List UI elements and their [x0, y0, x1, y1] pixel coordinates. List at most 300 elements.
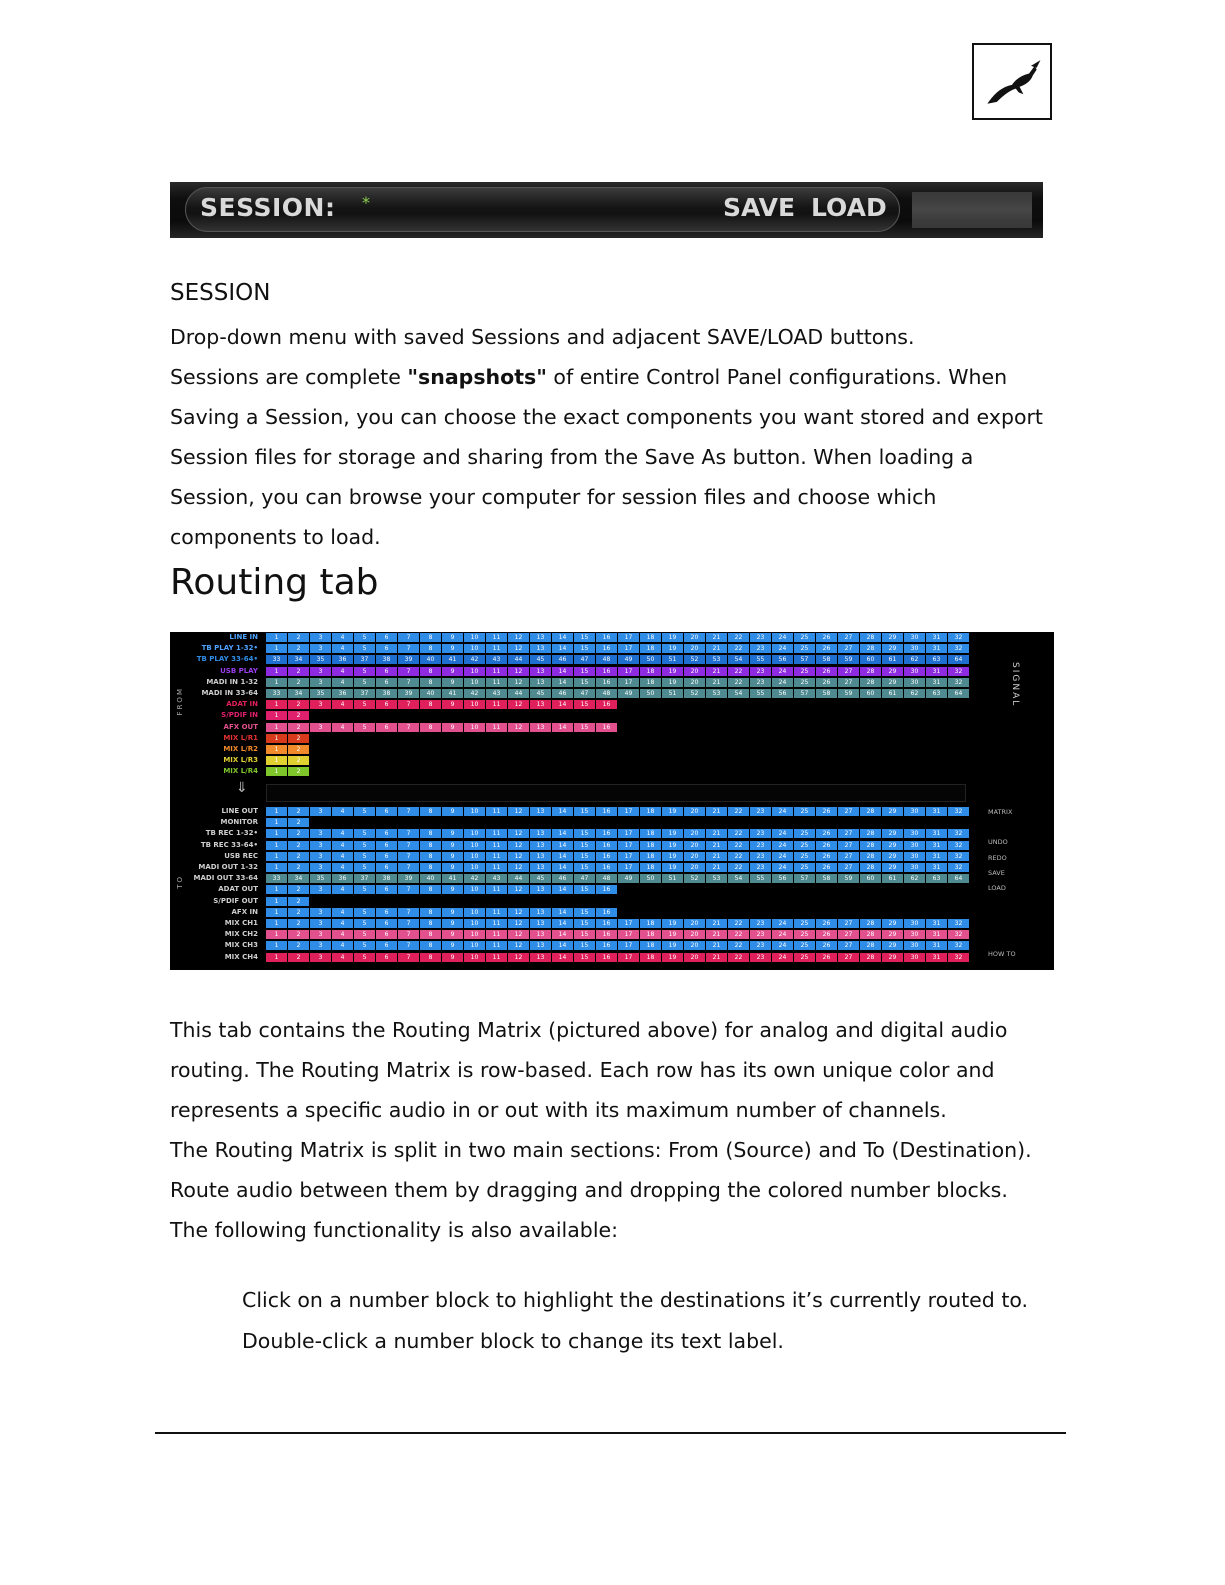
channel-block[interactable]: 6: [376, 700, 397, 709]
channel-block[interactable]: 2: [288, 723, 309, 732]
channel-block[interactable]: 10: [464, 667, 485, 676]
channel-block[interactable]: 52: [684, 874, 705, 883]
channel-block[interactable]: 8: [420, 723, 441, 732]
channel-block[interactable]: 14: [552, 667, 573, 676]
channel-block[interactable]: 41: [442, 874, 463, 883]
channel-block[interactable]: 10: [464, 723, 485, 732]
channel-block[interactable]: 20: [684, 863, 705, 872]
channel-block[interactable]: 27: [838, 633, 859, 642]
channel-block[interactable]: 17: [618, 807, 639, 816]
channel-block[interactable]: 12: [508, 644, 529, 653]
channel-block[interactable]: 12: [508, 841, 529, 850]
channel-block[interactable]: 20: [684, 667, 705, 676]
channel-block[interactable]: 2: [288, 807, 309, 816]
channel-block[interactable]: 46: [552, 874, 573, 883]
channel-block[interactable]: 23: [750, 863, 771, 872]
channel-block[interactable]: 2: [288, 711, 309, 720]
channel-block[interactable]: 40: [420, 874, 441, 883]
channel-block[interactable]: 10: [464, 852, 485, 861]
channel-block[interactable]: 14: [552, 919, 573, 928]
channel-block[interactable]: 6: [376, 841, 397, 850]
channel-block[interactable]: 19: [662, 941, 683, 950]
channel-block[interactable]: 28: [860, 863, 881, 872]
channel-block[interactable]: 36: [332, 874, 353, 883]
channel-block[interactable]: 30: [904, 930, 925, 939]
channel-block[interactable]: 26: [816, 930, 837, 939]
channel-block[interactable]: 13: [530, 829, 551, 838]
channel-block[interactable]: 3: [310, 841, 331, 850]
channel-block[interactable]: 18: [640, 841, 661, 850]
channel-block[interactable]: 25: [794, 953, 815, 962]
channel-block[interactable]: 32: [948, 941, 969, 950]
channel-block[interactable]: 33: [266, 689, 287, 698]
channel-block[interactable]: 59: [838, 689, 859, 698]
channel-block[interactable]: 1: [266, 633, 287, 642]
channel-block[interactable]: 5: [354, 908, 375, 917]
how-to-button[interactable]: HOW TO: [988, 950, 1016, 958]
channel-block[interactable]: 43: [486, 689, 507, 698]
channel-block[interactable]: 15: [574, 941, 595, 950]
channel-block[interactable]: 16: [596, 852, 617, 861]
channel-block[interactable]: 13: [530, 841, 551, 850]
channel-block[interactable]: 4: [332, 633, 353, 642]
channel-block[interactable]: 29: [882, 667, 903, 676]
channel-block[interactable]: 19: [662, 829, 683, 838]
channel-block[interactable]: 2: [288, 885, 309, 894]
channel-block[interactable]: 22: [728, 644, 749, 653]
channel-block[interactable]: 26: [816, 941, 837, 950]
channel-block[interactable]: 3: [310, 678, 331, 687]
channel-block[interactable]: 13: [530, 930, 551, 939]
channel-block[interactable]: 6: [376, 644, 397, 653]
channel-block[interactable]: 7: [398, 723, 419, 732]
channel-block[interactable]: 28: [860, 644, 881, 653]
channel-block[interactable]: 21: [706, 633, 727, 642]
channel-block[interactable]: 55: [750, 655, 771, 664]
channel-block[interactable]: 31: [926, 829, 947, 838]
channel-block[interactable]: 3: [310, 700, 331, 709]
channel-block[interactable]: 28: [860, 953, 881, 962]
channel-block[interactable]: 16: [596, 863, 617, 872]
channel-block[interactable]: 61: [882, 874, 903, 883]
channel-block[interactable]: 34: [288, 874, 309, 883]
channel-block[interactable]: 1: [266, 919, 287, 928]
channel-block[interactable]: 12: [508, 678, 529, 687]
channel-block[interactable]: 17: [618, 829, 639, 838]
channel-block[interactable]: 6: [376, 953, 397, 962]
channel-block[interactable]: 3: [310, 930, 331, 939]
channel-block[interactable]: 10: [464, 863, 485, 872]
channel-block[interactable]: 19: [662, 953, 683, 962]
channel-block[interactable]: 32: [948, 644, 969, 653]
channel-block[interactable]: 10: [464, 941, 485, 950]
channel-block[interactable]: 34: [288, 689, 309, 698]
channel-block[interactable]: 62: [904, 874, 925, 883]
channel-block[interactable]: 2: [288, 908, 309, 917]
channel-block[interactable]: 23: [750, 678, 771, 687]
channel-block[interactable]: 28: [860, 919, 881, 928]
channel-block[interactable]: 27: [838, 852, 859, 861]
channel-block[interactable]: 21: [706, 829, 727, 838]
channel-block[interactable]: 16: [596, 919, 617, 928]
channel-block[interactable]: 29: [882, 644, 903, 653]
channel-block[interactable]: 15: [574, 885, 595, 894]
channel-block[interactable]: 26: [816, 852, 837, 861]
channel-block[interactable]: 1: [266, 908, 287, 917]
channel-block[interactable]: 2: [288, 863, 309, 872]
channel-block[interactable]: 6: [376, 885, 397, 894]
channel-block[interactable]: 17: [618, 941, 639, 950]
channel-block[interactable]: 59: [838, 874, 859, 883]
channel-block[interactable]: 50: [640, 655, 661, 664]
channel-block[interactable]: 31: [926, 941, 947, 950]
double-chevron-down-icon[interactable]: ⇓: [236, 780, 248, 796]
channel-block[interactable]: 8: [420, 644, 441, 653]
channel-block[interactable]: 21: [706, 953, 727, 962]
channel-block[interactable]: 60: [860, 874, 881, 883]
channel-block[interactable]: 17: [618, 841, 639, 850]
channel-block[interactable]: 30: [904, 841, 925, 850]
channel-block[interactable]: 25: [794, 807, 815, 816]
channel-block[interactable]: 36: [332, 655, 353, 664]
channel-block[interactable]: 8: [420, 667, 441, 676]
channel-block[interactable]: 3: [310, 863, 331, 872]
channel-block[interactable]: 3: [310, 852, 331, 861]
channel-block[interactable]: 21: [706, 807, 727, 816]
channel-block[interactable]: 14: [552, 908, 573, 917]
channel-block[interactable]: 16: [596, 678, 617, 687]
channel-block[interactable]: 11: [486, 633, 507, 642]
channel-block[interactable]: 47: [574, 874, 595, 883]
channel-block[interactable]: 17: [618, 863, 639, 872]
channel-block[interactable]: 24: [772, 863, 793, 872]
channel-block[interactable]: 28: [860, 633, 881, 642]
channel-block[interactable]: 24: [772, 852, 793, 861]
channel-block[interactable]: 14: [552, 723, 573, 732]
channel-block[interactable]: 4: [332, 678, 353, 687]
channel-block[interactable]: 12: [508, 953, 529, 962]
channel-block[interactable]: 32: [948, 667, 969, 676]
channel-block[interactable]: 10: [464, 633, 485, 642]
channel-block[interactable]: 11: [486, 885, 507, 894]
channel-block[interactable]: 19: [662, 633, 683, 642]
channel-block[interactable]: 20: [684, 941, 705, 950]
channel-block[interactable]: 32: [948, 841, 969, 850]
channel-block[interactable]: 41: [442, 689, 463, 698]
channel-block[interactable]: 12: [508, 723, 529, 732]
channel-block[interactable]: 21: [706, 678, 727, 687]
channel-block[interactable]: 16: [596, 723, 617, 732]
channel-block[interactable]: 25: [794, 930, 815, 939]
channel-block[interactable]: 19: [662, 863, 683, 872]
channel-block[interactable]: 33: [266, 655, 287, 664]
channel-block[interactable]: 60: [860, 655, 881, 664]
channel-block[interactable]: 10: [464, 829, 485, 838]
channel-block[interactable]: 29: [882, 633, 903, 642]
channel-block[interactable]: 1: [266, 700, 287, 709]
channel-block[interactable]: 16: [596, 807, 617, 816]
channel-block[interactable]: 6: [376, 723, 397, 732]
channel-block[interactable]: 18: [640, 678, 661, 687]
channel-block[interactable]: 42: [464, 655, 485, 664]
channel-block[interactable]: 22: [728, 667, 749, 676]
channel-block[interactable]: 9: [442, 678, 463, 687]
channel-block[interactable]: 8: [420, 829, 441, 838]
channel-block[interactable]: 61: [882, 655, 903, 664]
channel-block[interactable]: 42: [464, 874, 485, 883]
channel-block[interactable]: 35: [310, 874, 331, 883]
channel-block[interactable]: 46: [552, 689, 573, 698]
channel-block[interactable]: 26: [816, 644, 837, 653]
channel-block[interactable]: 16: [596, 633, 617, 642]
channel-block[interactable]: 9: [442, 723, 463, 732]
channel-block[interactable]: 21: [706, 930, 727, 939]
channel-block[interactable]: 23: [750, 941, 771, 950]
channel-block[interactable]: 9: [442, 930, 463, 939]
channel-block[interactable]: 53: [706, 874, 727, 883]
channel-block[interactable]: 18: [640, 829, 661, 838]
channel-block[interactable]: 24: [772, 841, 793, 850]
channel-block[interactable]: 1: [266, 745, 287, 754]
channel-block[interactable]: 20: [684, 852, 705, 861]
channel-block[interactable]: 64: [948, 655, 969, 664]
channel-block[interactable]: 11: [486, 644, 507, 653]
channel-block[interactable]: 6: [376, 941, 397, 950]
channel-block[interactable]: 39: [398, 874, 419, 883]
channel-block[interactable]: 13: [530, 723, 551, 732]
channel-block[interactable]: 32: [948, 930, 969, 939]
channel-block[interactable]: 2: [288, 633, 309, 642]
channel-block[interactable]: 24: [772, 829, 793, 838]
channel-block[interactable]: 5: [354, 678, 375, 687]
channel-block[interactable]: 1: [266, 818, 287, 827]
channel-block[interactable]: 44: [508, 874, 529, 883]
channel-block[interactable]: 1: [266, 841, 287, 850]
channel-block[interactable]: 28: [860, 841, 881, 850]
channel-block[interactable]: 1: [266, 767, 287, 776]
channel-block[interactable]: 49: [618, 655, 639, 664]
channel-block[interactable]: 2: [288, 644, 309, 653]
channel-block[interactable]: 10: [464, 919, 485, 928]
channel-block[interactable]: 9: [442, 863, 463, 872]
channel-block[interactable]: 16: [596, 941, 617, 950]
channel-block[interactable]: 11: [486, 807, 507, 816]
channel-block[interactable]: 29: [882, 930, 903, 939]
channel-block[interactable]: 30: [904, 644, 925, 653]
channel-block[interactable]: 14: [552, 863, 573, 872]
channel-block[interactable]: 15: [574, 829, 595, 838]
channel-block[interactable]: 10: [464, 930, 485, 939]
channel-block[interactable]: 34: [288, 655, 309, 664]
channel-block[interactable]: 30: [904, 852, 925, 861]
channel-block[interactable]: 27: [838, 930, 859, 939]
channel-block[interactable]: 36: [332, 689, 353, 698]
channel-block[interactable]: 20: [684, 829, 705, 838]
channel-block[interactable]: 8: [420, 885, 441, 894]
channel-block[interactable]: 56: [772, 655, 793, 664]
channel-block[interactable]: 57: [794, 655, 815, 664]
channel-block[interactable]: 28: [860, 941, 881, 950]
channel-block[interactable]: 22: [728, 829, 749, 838]
channel-block[interactable]: 18: [640, 667, 661, 676]
channel-block[interactable]: 22: [728, 930, 749, 939]
channel-block[interactable]: 4: [332, 841, 353, 850]
channel-block[interactable]: 11: [486, 723, 507, 732]
channel-block[interactable]: 26: [816, 919, 837, 928]
channel-block[interactable]: 1: [266, 644, 287, 653]
redo-button[interactable]: REDO: [988, 854, 1007, 862]
channel-block[interactable]: 22: [728, 863, 749, 872]
channel-block[interactable]: 7: [398, 908, 419, 917]
channel-block[interactable]: 54: [728, 689, 749, 698]
channel-block[interactable]: 11: [486, 829, 507, 838]
channel-block[interactable]: 10: [464, 644, 485, 653]
channel-block[interactable]: 4: [332, 885, 353, 894]
channel-block[interactable]: 13: [530, 633, 551, 642]
channel-block[interactable]: 20: [684, 841, 705, 850]
channel-block[interactable]: 23: [750, 667, 771, 676]
channel-block[interactable]: 27: [838, 644, 859, 653]
channel-block[interactable]: 20: [684, 919, 705, 928]
channel-block[interactable]: 1: [266, 852, 287, 861]
channel-block[interactable]: 24: [772, 941, 793, 950]
channel-block[interactable]: 23: [750, 807, 771, 816]
channel-block[interactable]: 14: [552, 953, 573, 962]
channel-block[interactable]: 8: [420, 852, 441, 861]
channel-block[interactable]: 37: [354, 689, 375, 698]
channel-block[interactable]: 8: [420, 700, 441, 709]
channel-block[interactable]: 6: [376, 930, 397, 939]
channel-block[interactable]: 25: [794, 633, 815, 642]
channel-block[interactable]: 8: [420, 841, 441, 850]
channel-block[interactable]: 4: [332, 700, 353, 709]
channel-block[interactable]: 1: [266, 953, 287, 962]
channel-block[interactable]: 21: [706, 863, 727, 872]
channel-block[interactable]: 8: [420, 930, 441, 939]
channel-block[interactable]: 26: [816, 841, 837, 850]
channel-block[interactable]: 12: [508, 885, 529, 894]
channel-block[interactable]: 1: [266, 723, 287, 732]
channel-block[interactable]: 44: [508, 655, 529, 664]
channel-block[interactable]: 8: [420, 919, 441, 928]
channel-block[interactable]: 14: [552, 807, 573, 816]
channel-block[interactable]: 14: [552, 678, 573, 687]
channel-block[interactable]: 9: [442, 700, 463, 709]
channel-block[interactable]: 28: [860, 678, 881, 687]
channel-block[interactable]: 26: [816, 667, 837, 676]
channel-block[interactable]: 11: [486, 953, 507, 962]
channel-block[interactable]: 25: [794, 644, 815, 653]
channel-block[interactable]: 3: [310, 644, 331, 653]
channel-block[interactable]: 1: [266, 941, 287, 950]
channel-block[interactable]: 27: [838, 863, 859, 872]
channel-block[interactable]: 13: [530, 700, 551, 709]
channel-block[interactable]: 25: [794, 919, 815, 928]
channel-block[interactable]: 11: [486, 941, 507, 950]
channel-block[interactable]: 12: [508, 807, 529, 816]
channel-block[interactable]: 12: [508, 667, 529, 676]
channel-block[interactable]: 26: [816, 678, 837, 687]
channel-block[interactable]: 55: [750, 689, 771, 698]
channel-block[interactable]: 12: [508, 941, 529, 950]
matrix-button[interactable]: MATRIX: [988, 808, 1013, 816]
channel-block[interactable]: 11: [486, 700, 507, 709]
channel-block[interactable]: 32: [948, 807, 969, 816]
channel-block[interactable]: 18: [640, 644, 661, 653]
channel-block[interactable]: 15: [574, 667, 595, 676]
channel-block[interactable]: 24: [772, 953, 793, 962]
channel-block[interactable]: 16: [596, 841, 617, 850]
channel-block[interactable]: 1: [266, 711, 287, 720]
channel-block[interactable]: 1: [266, 667, 287, 676]
channel-block[interactable]: 3: [310, 953, 331, 962]
channel-block[interactable]: 31: [926, 644, 947, 653]
channel-block[interactable]: 27: [838, 829, 859, 838]
channel-block[interactable]: 7: [398, 700, 419, 709]
channel-block[interactable]: 21: [706, 852, 727, 861]
channel-block[interactable]: 46: [552, 655, 573, 664]
channel-block[interactable]: 30: [904, 863, 925, 872]
channel-block[interactable]: 11: [486, 667, 507, 676]
channel-block[interactable]: 15: [574, 930, 595, 939]
channel-block[interactable]: 8: [420, 953, 441, 962]
channel-block[interactable]: 4: [332, 919, 353, 928]
channel-block[interactable]: 15: [574, 863, 595, 872]
channel-block[interactable]: 29: [882, 829, 903, 838]
channel-block[interactable]: 5: [354, 941, 375, 950]
channel-block[interactable]: 31: [926, 678, 947, 687]
channel-block[interactable]: 17: [618, 930, 639, 939]
channel-block[interactable]: 18: [640, 633, 661, 642]
channel-block[interactable]: 5: [354, 700, 375, 709]
channel-block[interactable]: 45: [530, 689, 551, 698]
channel-block[interactable]: 9: [442, 953, 463, 962]
channel-block[interactable]: 25: [794, 841, 815, 850]
channel-block[interactable]: 32: [948, 678, 969, 687]
channel-block[interactable]: 26: [816, 633, 837, 642]
channel-block[interactable]: 2: [288, 745, 309, 754]
channel-block[interactable]: 27: [838, 941, 859, 950]
channel-block[interactable]: 54: [728, 874, 749, 883]
save-button[interactable]: SAVE: [988, 869, 1005, 877]
channel-block[interactable]: 52: [684, 655, 705, 664]
channel-block[interactable]: 15: [574, 700, 595, 709]
channel-block[interactable]: 2: [288, 756, 309, 765]
channel-block[interactable]: 63: [926, 655, 947, 664]
channel-block[interactable]: 16: [596, 885, 617, 894]
channel-block[interactable]: 13: [530, 941, 551, 950]
channel-block[interactable]: 41: [442, 655, 463, 664]
channel-block[interactable]: 4: [332, 941, 353, 950]
channel-block[interactable]: 16: [596, 644, 617, 653]
channel-block[interactable]: 9: [442, 885, 463, 894]
channel-block[interactable]: 12: [508, 700, 529, 709]
channel-block[interactable]: 16: [596, 953, 617, 962]
channel-block[interactable]: 26: [816, 863, 837, 872]
channel-block[interactable]: 13: [530, 852, 551, 861]
channel-block[interactable]: 14: [552, 700, 573, 709]
channel-block[interactable]: 17: [618, 678, 639, 687]
channel-block[interactable]: 9: [442, 852, 463, 861]
channel-block[interactable]: 32: [948, 829, 969, 838]
channel-block[interactable]: 54: [728, 655, 749, 664]
channel-block[interactable]: 5: [354, 841, 375, 850]
channel-block[interactable]: 57: [794, 689, 815, 698]
channel-block[interactable]: 29: [882, 919, 903, 928]
channel-block[interactable]: 55: [750, 874, 771, 883]
channel-block[interactable]: 7: [398, 644, 419, 653]
channel-block[interactable]: 1: [266, 829, 287, 838]
